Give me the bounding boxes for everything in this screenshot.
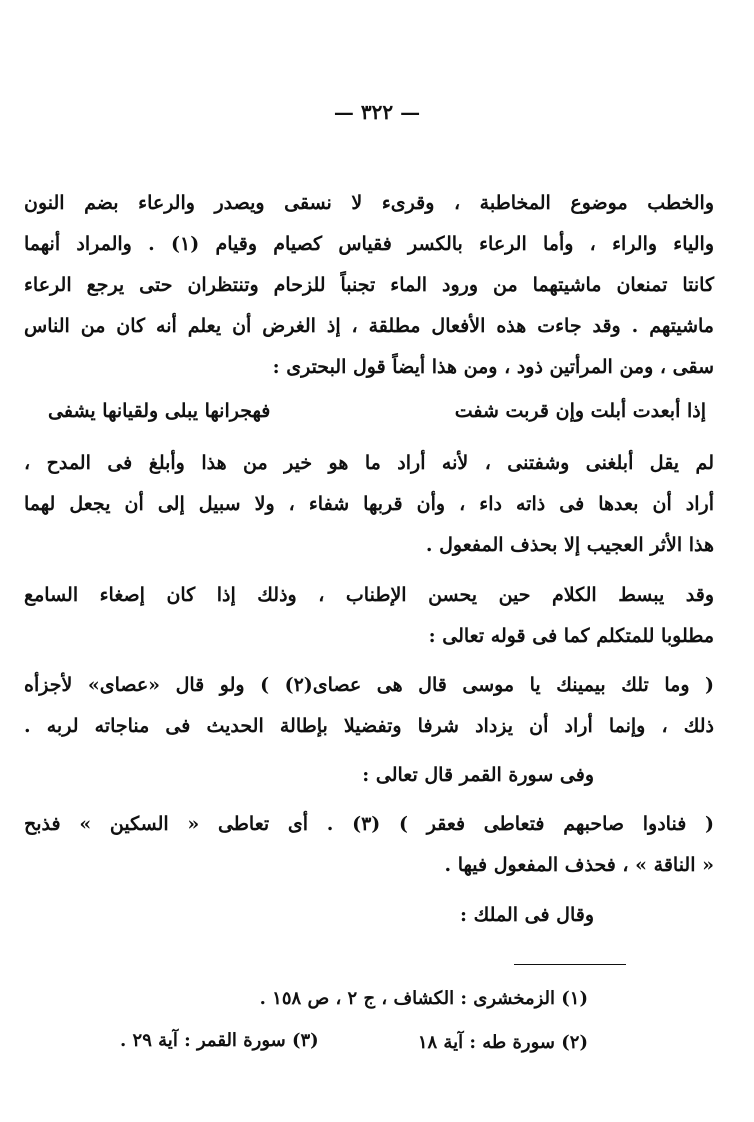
paragraph-line: « الناقة » ، فحذف المفعول فيها . (444, 854, 714, 876)
paragraph-line: وقال فى الملك : (460, 904, 594, 926)
paragraph-line: وفى سورة القمر قال تعالى : (362, 764, 594, 786)
footnote-3: (٣) سورة القمر : آية ٢٩ . (120, 1030, 319, 1051)
paragraph-line: والخطب موضوع المخاطبة ، وقرىء لا نسقى ويصدر والرعاء بضم النون (24, 192, 714, 214)
paragraph-line: ( وما تلك بيمينك يا موسى قال هى عصاى(٢) ) ولو قال «عصاى» لأجزأه (24, 674, 715, 696)
paragraph-line: ذلك ، وإنما أراد أن يزداد شرفا وتفضيلا بإطالة الحديث فى مناجاته لربه . (24, 715, 714, 737)
verse-second-hemistich: فهجرانها يبلى ولقيانها يشفى (48, 400, 271, 422)
paragraph-line: سقى ، ومن المرأتين ذود ، ومن هذا أيضاً قول البحترى : (272, 356, 714, 378)
paragraph-line: كانتا تمنعان ماشيتهما من ورود الماء تجنباً للزحام وتنتظران حتى يرجع الرعاء (24, 274, 714, 296)
footnote-1: (١) الزمخشرى : الكشاف ، ج ٢ ، ص ١٥٨ . (259, 988, 588, 1009)
paragraph-line: مطلوبا للمتكلم كما فى قوله تعالى : (428, 625, 714, 647)
footnote-2: (٢) سورة طه : آية ١٨ (417, 1032, 588, 1053)
footnote-separator (514, 964, 626, 965)
page-number: — ٣٢٢ — (333, 100, 421, 124)
paragraph-line: لم يقل أبلغنى وشفتنى ، لأنه أراد ما هو خير من هذا وأبلغ فى المدح ، (24, 452, 714, 474)
paragraph-line: هذا الأثر العجيب إلا بحذف المفعول . (425, 534, 714, 556)
paragraph-line: أراد أن بعدها فى ذاته داء ، وأن قربها شفاء ، ولا سبيل إلى أن يجعل لهما (24, 493, 714, 515)
paragraph-line: ماشيتهم . وقد جاءت هذه الأفعال مطلقة ، إذ الغرض أن يعلم أنه كان من الناس (24, 315, 714, 337)
paragraph-line: ( فنادوا صاحبهم فتعاطى فعقر ) (٣) . أى تعاطى « السكين » فذبح (24, 813, 714, 835)
paragraph-line: والياء والراء ، وأما الرعاء بالكسر فقياس كصيام وقيام (١) . والمراد أنهما (24, 233, 715, 255)
verse-first-hemistich: إذا أبعدت أبلت وإن قربت شفت (454, 400, 706, 422)
paragraph-line: وقد يبسط الكلام حين يحسن الإطناب ، وذلك إذا كان إصغاء السامع (24, 584, 714, 606)
